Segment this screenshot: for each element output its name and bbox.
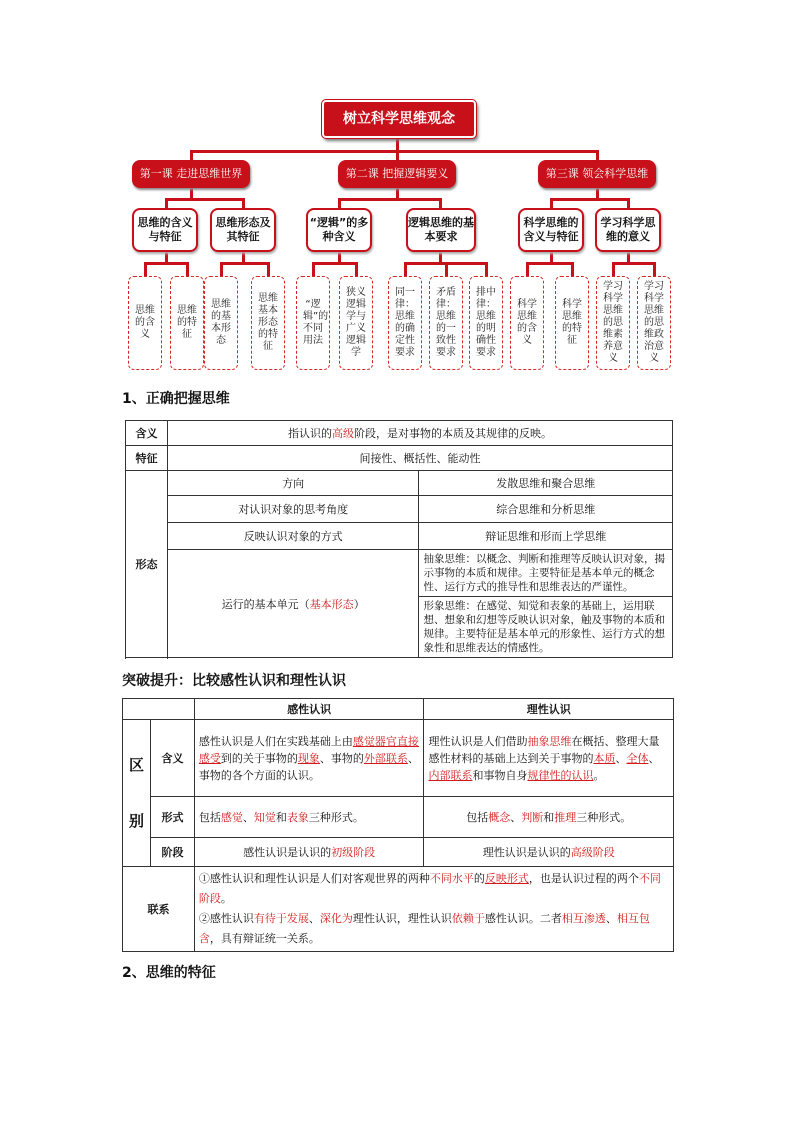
- direction-value: 发散思维和聚合思维: [419, 471, 673, 496]
- leaf: 排中律：思维的明确性要求: [469, 276, 503, 370]
- topic-thinking-forms: 思维形态及其特征: [210, 208, 276, 252]
- thinking-table: [125, 420, 673, 658]
- breakthrough-title: 突破提升：比较感性认识和理性认识: [122, 673, 346, 689]
- leaf: “逻辑”的不同用法: [296, 276, 330, 370]
- meaning-label: 含义: [126, 421, 168, 446]
- lesson-3: 第三课 领会科学思维: [538, 160, 656, 188]
- leaf: 矛盾律：思维的一致性要求: [429, 276, 463, 370]
- form-label: 形态: [126, 471, 168, 658]
- topic-science-meaning: 科学思维的含义与特征: [518, 208, 584, 252]
- leaf: 学习科学思维的思维政治意义: [637, 276, 671, 370]
- mindmap-root: 树立科学思维观念: [322, 100, 476, 138]
- angle-value: 综合思维和分析思维: [419, 496, 673, 523]
- perceptual-head: 感性认识: [194, 699, 424, 720]
- leaf: 思维的基本形态: [204, 276, 238, 370]
- unit-label: 运行的基本单元（基本形态）: [167, 550, 419, 658]
- meaning-value: 指认识的高级阶段，是对事物的本质及其规律的反映。: [167, 421, 672, 446]
- leaf: 科学思维的含义: [510, 276, 544, 370]
- perceptual-meaning: 感性认识是人们在实践基础上由感觉器官直接感受到的关于事物的现象、事物的外部联系、事物的各个方面的认识。: [194, 720, 424, 797]
- leaf: 狭义逻辑学与广义逻辑学: [339, 276, 373, 370]
- lesson-1: 第一课 走进思维世界: [132, 160, 250, 188]
- leaf: 思维的特征: [170, 276, 204, 370]
- way-label: 反映认识对象的方式: [167, 523, 419, 550]
- topic-logic-requirements: 逻辑思维的基本要求: [406, 208, 476, 252]
- leaf: 学习科学思维的思维素养意义: [596, 276, 630, 370]
- form-row-label: 形式: [150, 797, 194, 838]
- stage-row-label: 阶段: [150, 838, 194, 867]
- rational-head: 理性认识: [424, 699, 674, 720]
- rational-stage: 理性认识是认识的高级阶段: [424, 838, 674, 867]
- feature-value: 间接性、概括性、能动性: [167, 446, 672, 471]
- feature-label: 特征: [126, 446, 168, 471]
- link-label: 联系: [123, 867, 195, 952]
- image-thinking: 形象思维：在感觉、知觉和表象的基础上，运用联想、想象和幻想等反映认识对象，触及事物的本质和规律。主要特征是基本单元的形象性、运行方式的想象性和思维表达的情感性。: [419, 597, 673, 658]
- abstract-thinking: 抽象思维：以概念、判断和推理等反映认识对象，揭示事物的本质和规律。主要特征是基本单元的概念性、运行方式的推导性和思维表达的严谨性。: [419, 550, 673, 597]
- topic-science-significance: 学习科学思维的意义: [595, 208, 661, 252]
- perceptual-form: 包括感觉、知觉和表象三种形式。: [194, 797, 424, 838]
- rational-form: 包括概念、判断和推理三种形式。: [424, 797, 674, 838]
- way-value: 辩证思维和形而上学思维: [419, 523, 673, 550]
- leaf: 思维的含义: [128, 276, 162, 370]
- section-2-title: 2、思维的特征: [122, 965, 216, 981]
- link-text: ①感性认识和理性认识是人们对客观世界的两种不同水平的反映形式，也是认识过程的两个不同阶段。 ②感性认识有待于发展、深化为理性认识，理性认识依赖于感性认识。二者相互渗透、相互包含，具有辩证统一关系。: [194, 867, 673, 952]
- leaf: 同一律：思维的确定性要求: [388, 276, 422, 370]
- topic-logic-meanings: “逻辑”的多种含义: [306, 208, 372, 252]
- rational-meaning: 理性认识是人们借助抽象思维在概括、整理大量感性材料的基础上达到关于事物的本质、全体、内部联系和事物自身规律性的认识。: [424, 720, 674, 797]
- meaning-row-label: 含义: [150, 720, 194, 797]
- cognition-table: [122, 698, 674, 952]
- lesson-2: 第二课 把握逻辑要义: [338, 160, 456, 188]
- distinguish-label: 区 别: [123, 720, 151, 867]
- leaf: 思维基本形态的特征: [251, 276, 285, 370]
- perceptual-stage: 感性认识是认识的初级阶段: [194, 838, 424, 867]
- direction-label: 方向: [167, 471, 419, 496]
- angle-label: 对认识对象的思考角度: [167, 496, 419, 523]
- topic-thinking-meaning: 思维的含义与特征: [132, 208, 198, 252]
- leaf: 科学思维的特征: [555, 276, 589, 370]
- section-1-title: 1、正确把握思维: [122, 391, 230, 407]
